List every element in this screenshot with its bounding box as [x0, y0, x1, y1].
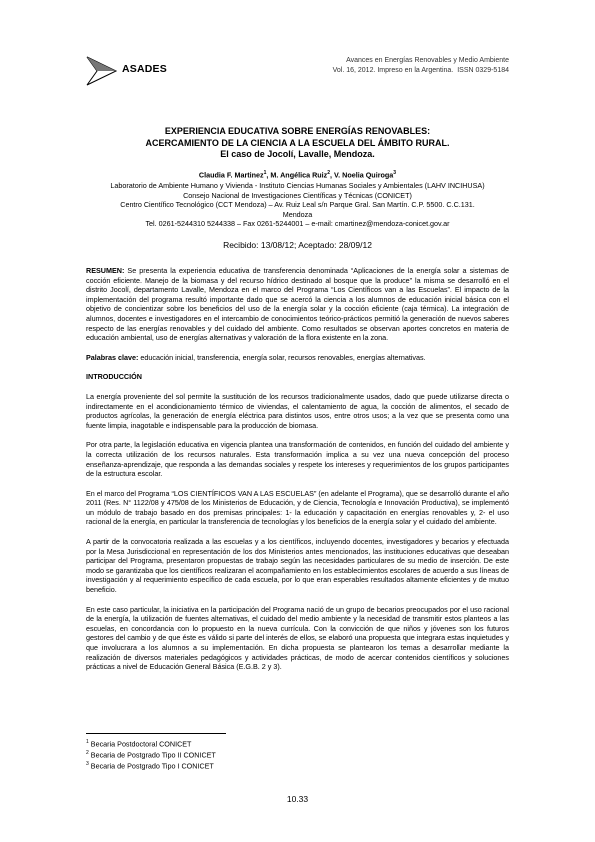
paper-title — [86, 126, 509, 161]
footnote-2-mark: 2 — [86, 749, 89, 756]
affiliation-block — [60, 181, 535, 229]
title-line-1: EXPERIENCIA EDUCATIVA SOBRE ENERGÍAS RENOVABLES: — [164, 126, 431, 136]
abstract-label: RESUMEN: — [86, 266, 125, 275]
footnote-2 — [86, 749, 216, 760]
logo-text: ASADES — [122, 63, 167, 75]
abstract — [86, 266, 509, 343]
paragraph-3: En el marco del Programa “LOS CIENTÍFICOS VAN A LAS ESCUELAS” (en adelante el Programa), que se desarrolló durante el año 2011 (Res. N° 1122/08 y 475/08 de los Ministerios de Educación, y de Ciencia, Tecnología e Innovación Productiva), se implementó un módulo de trabajo basado en dos premisas principales: 1- la educación y capacitación en energías renovables y, 2- el uso racional de la energía, en particular la transferencia de tecnologías y los beneficios de la energía solar y el cuidado del ambiente. — [86, 488, 509, 527]
affiliation-line-1: Laboratorio de Ambiente Humano y Vivienda - Instituto Ciencias Humanas Sociales y Ambientales (LAHV INCIHUSA) — [110, 181, 485, 190]
section-heading-introduccion: INTRODUCCIÓN — [86, 372, 142, 382]
title-line-3: El caso de Jocolí, Lavalle, Mendoza. — [220, 149, 375, 159]
volume-text: Vol. 16, 2012. Impreso en la Argentina. — [332, 67, 454, 74]
paragraph-2: Por otra parte, la legislación educativa en vigencia plantea una transformación de contenidos, en función del cuidado del ambiente y la correcta utilización de los recursos naturales. Esta transformación implica a su vez una nueva concepción del proceso enseñanza-aprendizaje, que responda a las demandas sociales y respete los intereses y requerimientos de los grupos participantes de la estructura escolar. — [86, 440, 509, 479]
author-3: , V. Noelia Quiroga — [330, 170, 394, 180]
title-line-2: ACERCAMIENTO DE LA CIENCIA A LA ESCUELA DEL ÁMBITO RURAL. — [145, 137, 450, 148]
author-list — [86, 170, 509, 179]
paragraph-4: A partir de la convocatoria realizada a las escuelas y a los científicos, incluyendo docentes, investigadores y becarios y efectuada por la Mesa Jurisdiccional en representación de los dos Ministerios antes mencionados, las instituciones educativas que deseaban participar del Programa, presentaron propuestas de trabajo según las necesidades particulares de su medio de inserción. De este modo se garantizaba que los científicos realizaran el acompañamiento en los establecimientos escolares de acuerdo a sus líneas de investigación y al requerimiento específico de cada escuela, por lo que eran esperables resultados altamente eficientes y de mutuo beneficio. — [86, 537, 509, 595]
affiliation-line-3: Centro Científico Tecnológico (CCT Mendoza) – Av. Ruiz Leal s/n Parque Gral. San Martín. C.P. 5500. C.C.131. — [120, 200, 475, 210]
keywords-text: educación inicial, transferencia, energía solar, recursos renovables, energías alternativas. — [138, 352, 426, 362]
paper-body — [86, 266, 509, 682]
footnote-3 — [86, 760, 216, 771]
footnote-divider — [86, 733, 226, 734]
abstract-text: Se presenta la experiencia educativa de transferencia denominada “Aplicaciones de la energía solar a sistemas de cocción eficiente. Manejo de la biomasa y del recurso hídrico destinado al bosque que la produce” la misma se desarrolló en el distrito Jocolí, departamento Lavalle, Mendoza en el marco del Programa “Los Científicos van a las Escuelas”. El impacto de la implementación del programa resultó importante dado que se acercó la ciencia a los alumnos de educación inicial básica con el objetivo de concientizar sobre los beneficios del uso de la energía solar y la cocción eficiente (caja térmica). La integración de alumnos, docentes e investigadores en el intercambio de conocimientos teórico-prácticos permitió la generación de nuevos saberes respecto de las energías renovables y del cuidado del ambiente. Como resultados se observan aportes concretos en materia de educación ambiental, uso de energías alternativas y valoración de la flora existente en la zona. — [86, 266, 509, 343]
footnotes — [86, 738, 216, 770]
footnote-2-text: Becaria de Postgrado Tipo II CONICET — [88, 750, 216, 760]
footnote-3-text: Becaria de Postgrado Tipo I CONICET — [88, 760, 214, 770]
footnote-1-text: Becaria Postdoctoral CONICET — [88, 739, 192, 749]
keywords-label: Palabras clave: — [86, 352, 139, 362]
paragraph-1: La energía proveniente del sol permite la sustitución de los recursos tradicionalmente usados, dado que puede utilizarse directa o indirectamente en el acondicionamiento térmico de viviendas, el calentamiento de agua, la cocción de alimentos, el secado de productos agrícolas, la generación de energía eléctrica para distintos usos, entre otros usos; a la vez que se presenta como una fuente limpia, inagotable e indispensable para la producción de biomasa. — [86, 391, 509, 430]
footnote-3-mark: 3 — [86, 760, 89, 767]
affiliation-line-4: Mendoza — [282, 209, 313, 219]
journal-volume — [333, 66, 509, 76]
journal-name: Avances en Energías Renovables y Medio Ambiente — [346, 57, 509, 64]
affiliation-line-5: Tel. 0261-5244310 5244338 – Fax 0261-5244001 – e-mail: cmartinez@mendoza-conicet.gov.ar — [145, 219, 450, 229]
issn-text: ISSN 0329-5184 — [457, 67, 509, 74]
page-number: 10.33 — [286, 794, 309, 804]
footnote-1-mark: 1 — [86, 739, 89, 745]
received-dates: Recibido: 13/08/12; Aceptado: 28/09/12 — [223, 240, 372, 250]
footnote-1 — [86, 738, 216, 749]
author-3-mark: 3 — [393, 170, 397, 176]
asades-logo — [86, 55, 196, 89]
author-1: Claudia F. Martinez — [198, 170, 264, 180]
author-2: , M. Angélica Ruiz — [266, 170, 328, 180]
journal-info — [333, 56, 509, 76]
affiliation-line-2: Consejo Nacional de Investigaciones Científicas y Técnicas (CONICET) — [183, 190, 412, 200]
sun-logo-icon — [86, 55, 120, 87]
author-2-mark: 2 — [327, 170, 331, 176]
keywords — [86, 353, 509, 363]
paragraph-5: En este caso particular, la iniciativa en la participación del Programa nació de un grupo de becarios preocupados por el uso racional de la energía, la utilización de fuentes alternativas, el cuidado del medio ambiente y la necesidad de transmitir estos planteos a las escuelas, en concordancia con lo propuesto en la nueva currícula. Con la convicción de que niños y jóvenes son los futuros gestores del cambio y de que éste es válido si parte del interés de ellos, se elaboró una propuesta que integrara estas inquietudes y que involucrara a los alumnos a su implementación. En dicha propuesta se plantearon los temas a desarrollar mediante la realización de diversos materiales pedagógicos y actividades prácticas, de modo de acercar contenidos científicos y soluciones prácticas a nivel de Educación General Básica (E.G.B. 2 y 3). — [86, 604, 509, 672]
author-1-mark: 1 — [263, 170, 267, 176]
